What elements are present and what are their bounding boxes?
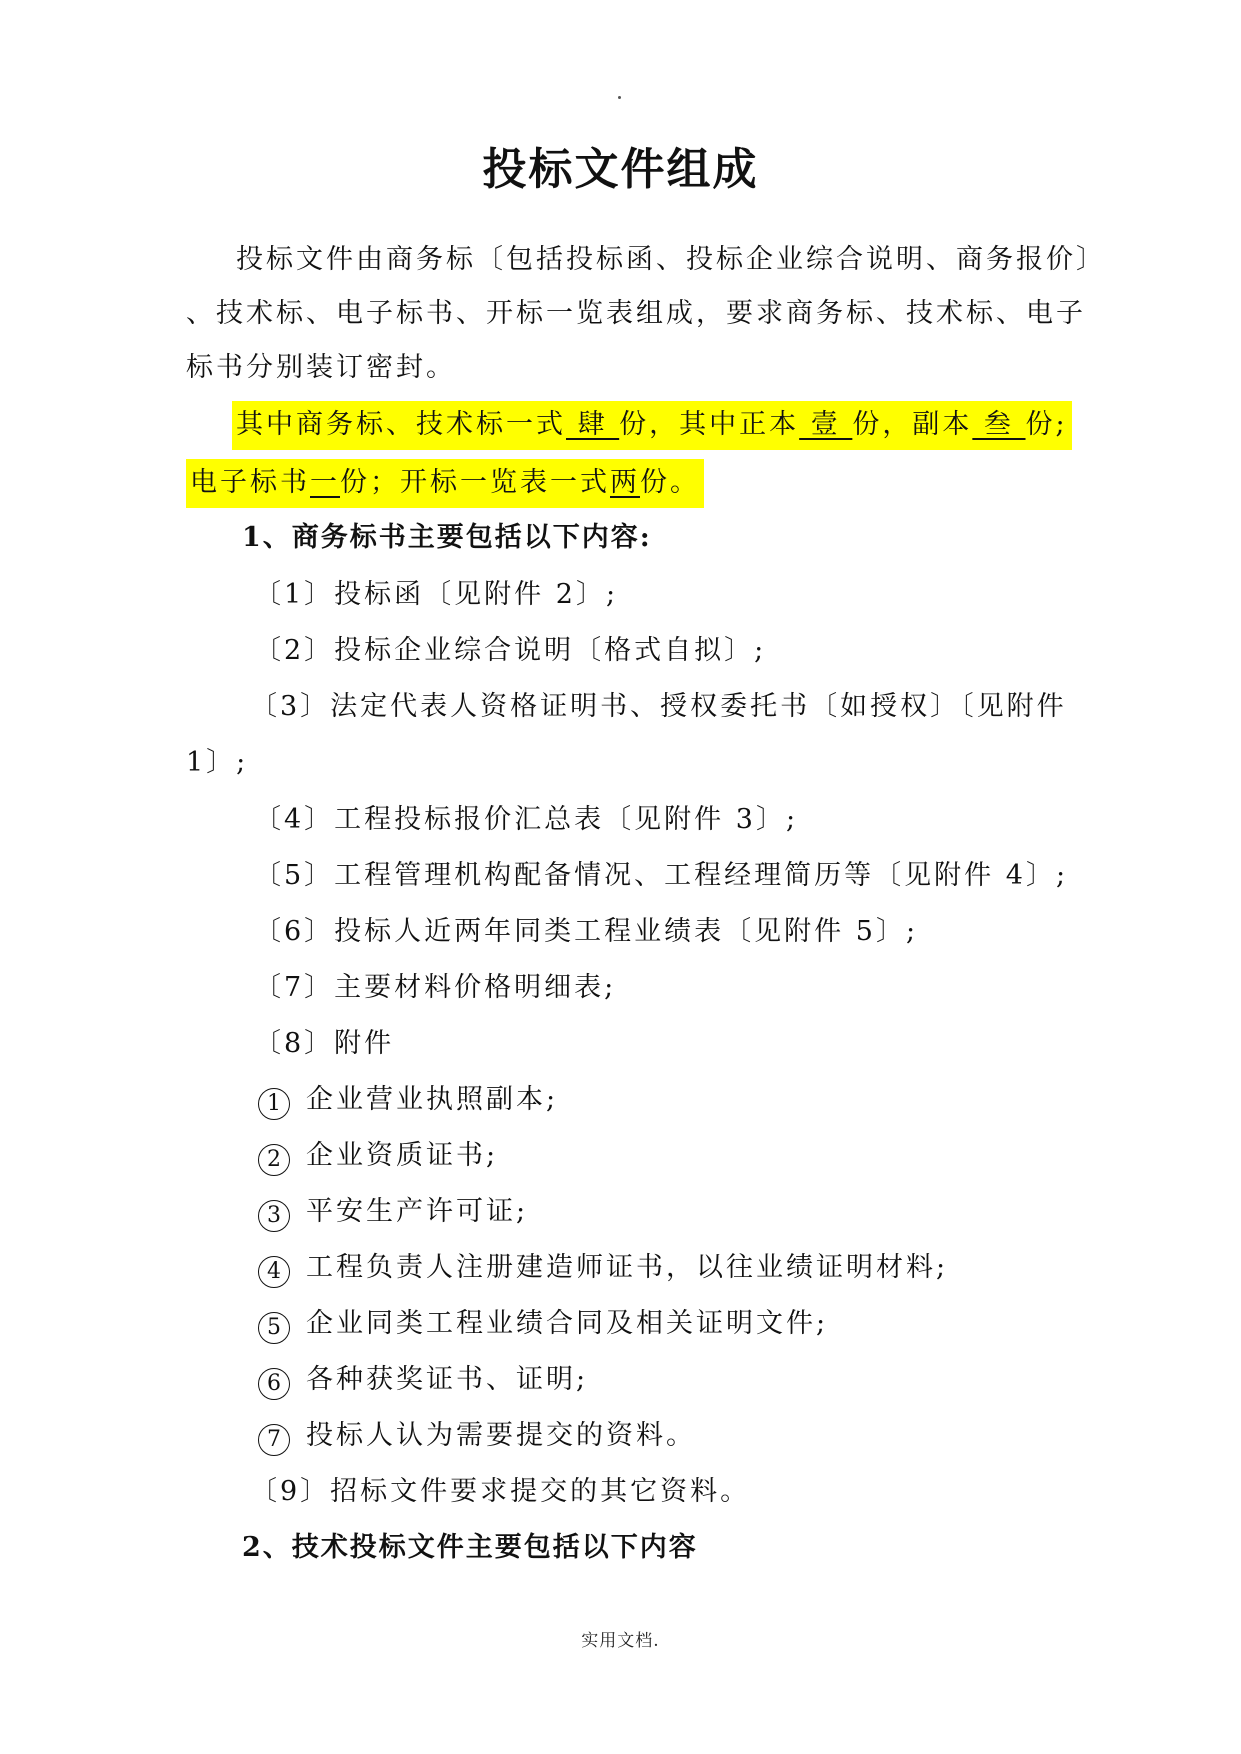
- section2-heading: 2、技术投标文件主要包括以下内容: [242, 1532, 698, 1563]
- attachment-item: 6 各种获奖证书、证明;: [258, 1366, 588, 1400]
- list-item: 〔8〕附件: [254, 1028, 395, 1059]
- copies-count-electronic: 一: [310, 467, 340, 498]
- copies-count-original: 壹: [799, 409, 853, 440]
- circled-number-7: 7: [258, 1424, 290, 1456]
- list-item-continuation: 1〕;: [186, 747, 249, 778]
- intro-line-3: 标书分别装订密封。: [186, 352, 456, 383]
- circled-number-5: 5: [258, 1312, 290, 1344]
- copies-line-1: [232, 411, 1072, 438]
- circled-number-4: 4: [258, 1256, 290, 1288]
- copies-highlight-2: 电子标书一份；开标一览表一式两份。: [186, 459, 704, 508]
- attachment-item: 5 企业同类工程业绩合同及相关证明文件;: [258, 1310, 828, 1344]
- attachment-item: 3 平安生产许可证;: [258, 1198, 528, 1232]
- page-title: 投标文件组成: [482, 144, 759, 195]
- circled-number-3: 3: [258, 1200, 290, 1232]
- copies-count-total: 肆: [566, 409, 620, 440]
- circled-number-2: 2: [258, 1144, 290, 1176]
- attachment-item: 4 工程负责人注册建造师证书，以往业绩证明材料;: [258, 1254, 948, 1288]
- top-dot-mark: [618, 96, 621, 99]
- list-item: 〔6〕投标人近两年同类工程业绩表〔见附件 5〕;: [254, 916, 919, 947]
- copies-highlight-1: 其中商务标、技术标一式 肆 份，其中正本 壹 份，副本 叁 份;: [232, 401, 1072, 450]
- attachment-item: 2 企业资质证书;: [258, 1142, 498, 1176]
- list-item: 〔3〕法定代表人资格证明书、授权委托书〔如授权〕〔见附件: [250, 691, 1067, 722]
- copies-count-duplicate: 叁: [972, 409, 1026, 440]
- list-item: 〔1〕投标函〔见附件 2〕;: [254, 579, 619, 610]
- list-item: 〔2〕投标企业综合说明〔格式自拟〕;: [254, 635, 767, 666]
- circled-number-6: 6: [258, 1368, 290, 1400]
- copies-line-2: [186, 469, 704, 496]
- section1-heading: 1、商务标书主要包括以下内容:: [242, 522, 652, 553]
- list-item: 〔7〕主要材料价格明细表;: [254, 972, 617, 1003]
- intro-line-1: 投标文件由商务标〔包括投标函、投标企业综合说明、商务报价〕: [236, 244, 1106, 275]
- list-item: 〔9〕招标文件要求提交的其它资料。: [250, 1476, 751, 1507]
- intro-line-2: 、技术标、电子标书、开标一览表组成，要求商务标、技术标、电子: [186, 298, 1086, 329]
- attachment-item: 7 投标人认为需要提交的资料。: [258, 1422, 696, 1456]
- page-footer: 实用文档.: [581, 1631, 660, 1651]
- circled-number-1: 1: [258, 1088, 290, 1120]
- list-item: 〔4〕工程投标报价汇总表〔见附件 3〕;: [254, 804, 799, 835]
- attachment-item: 1 企业营业执照副本;: [258, 1086, 558, 1120]
- list-item: 〔5〕工程管理机构配备情况、工程经理简历等〔见附件 4〕;: [254, 860, 1069, 891]
- copies-count-bid-list: 两: [610, 467, 640, 498]
